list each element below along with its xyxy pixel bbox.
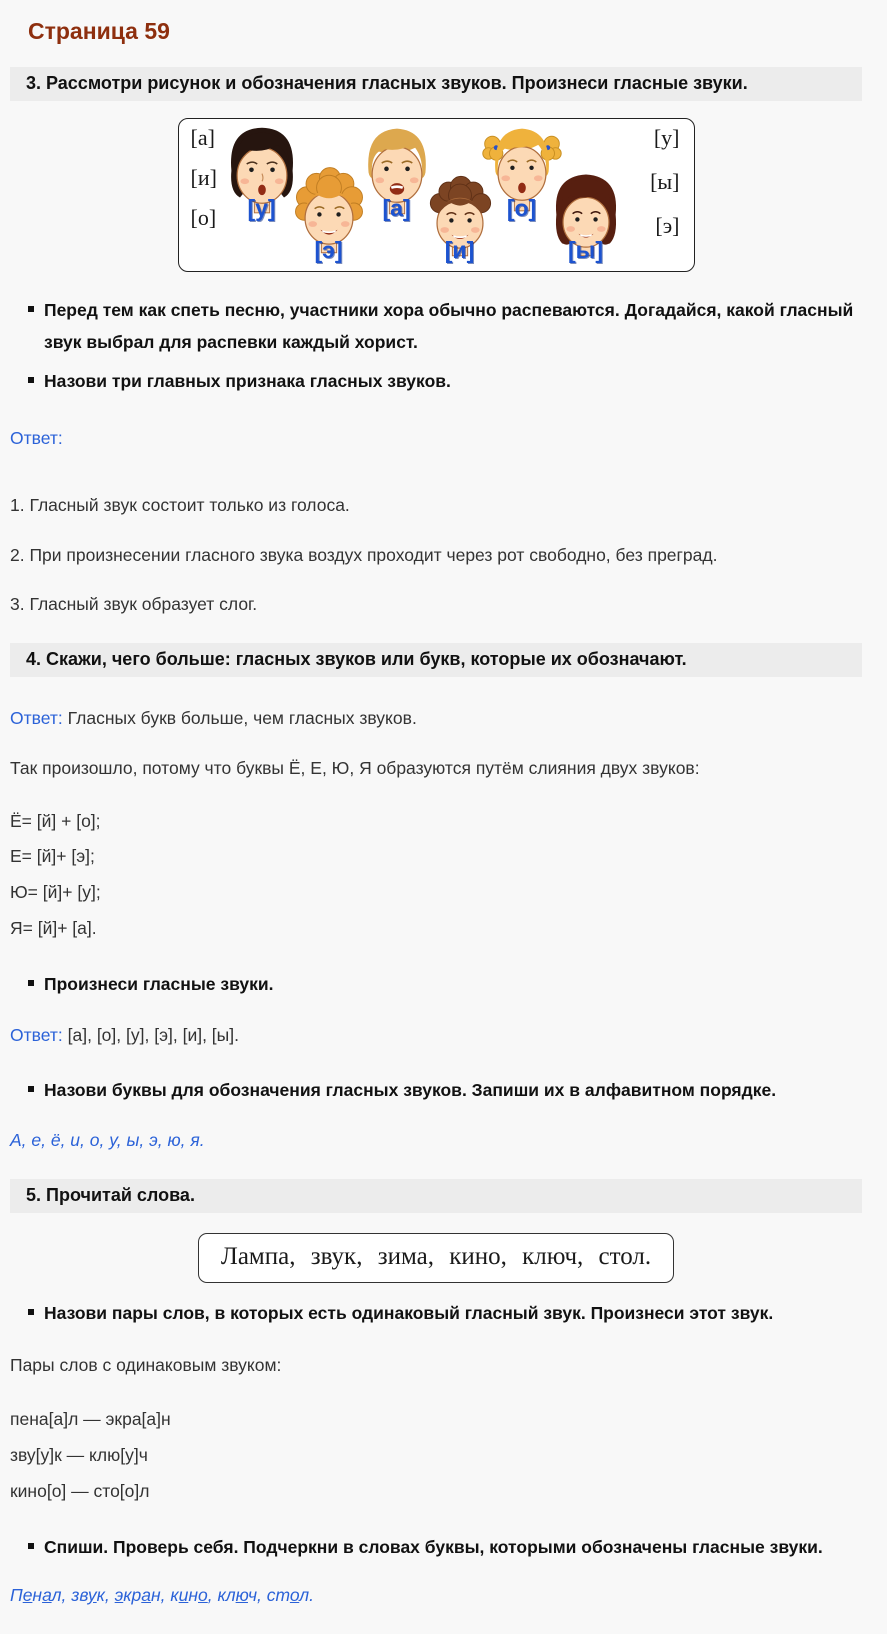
task5-pairs-intro: Пары слов с одинаковым звуком: [10,1354,282,1375]
phon-label-right-y: [ы] [650,169,680,194]
task3-header: 3. Рассмотри рисунок и обозначения гласных звуков. Произнеси гласные звуки. [10,67,862,101]
bullet-square-icon [28,1309,34,1315]
sound-label-i: [и] [444,237,475,263]
bullet-square-icon [28,980,34,986]
sound-label-e: [э] [314,237,343,263]
phon-label-left-a: [а] [190,125,215,150]
task3-bullet-1: Перед тем как спеть песню, участники хора обычно распеваются. Догадайся, какой гласный звук выбрал для распевки каждый хорист. [10,294,862,359]
sound-label-y: [ы] [568,237,603,263]
phon-label-right-e: [э] [655,213,680,238]
vowels-figure-wrap [10,118,862,272]
vowels-figure [178,118,695,272]
phon-label-right-u: [у] [653,125,680,150]
page-title: Страница 59 [28,18,170,44]
task5-pair-1: пена[а]л — экра[а]н [10,1409,171,1430]
task4-formula-ya: Я= [й]+ [а]. [10,917,97,938]
task4-bullet-pronounce: Произнеси гласные звуки. [10,968,862,1000]
sound-label-a: [а] [382,195,411,221]
task5-final-answer: Пенал, звук, экран, кино, ключ, стол. [10,1584,314,1605]
task5-header: 5. Прочитай слова. [10,1179,862,1213]
task4-explanation: Так произошло, потому что буквы Ё, Е, Ю, Я образуются путём слияния двух звуков: [10,757,700,778]
task4-answer-text: Гласных букв больше, чем гласных звуков. [67,708,417,729]
task3-answer-3: 3. Гласный звук образует слог. [10,594,258,615]
task4-answer2-label: Ответ: [10,1025,63,1045]
task5-bullet-copy: Спиши. Проверь себя. Подчеркни в словах буквы, которыми обозначены гласные звуки. [10,1531,862,1563]
task4-letters-answer: А, е, ё, и, о, у, ы, э, ю, я. [10,1130,205,1151]
bullet-square-icon [28,1086,34,1092]
phon-label-left-i: [и] [190,165,217,190]
task4-answer2-line [10,1024,862,1047]
task5-pair-3: кино[о] — сто[о]л [10,1480,150,1501]
task4-header: 4. Скажи, чего больше: гласных звуков или букв, которые их обозначают. [10,643,862,677]
task3-answer-1: 1. Гласный звук состоит только из голоса. [10,494,350,515]
bullet-square-icon [28,377,34,383]
task4-answer-label: Ответ: [10,708,63,729]
task4-answer-line [10,707,862,730]
bullet-square-icon [28,1543,34,1549]
task3-answer-label: Ответ: [10,428,63,449]
task4-formula-ye: Е= [й]+ [э]; [10,846,95,867]
phon-label-left-o: [о] [190,205,217,230]
task4-formula-yo: Ё= [й] + [о]; [10,810,101,831]
task3-answer-2: 2. При произнесении гласного звука воздух проходит через рот свободно, без преград. [10,544,718,565]
words-box-wrap [10,1233,862,1283]
task4-answer2-text: [а], [о], [у], [э], [и], [ы]. [67,1025,239,1045]
task3-bullet-2: Назови три главных признака гласных звуков. [10,365,862,397]
task4-formula-yu: Ю= [й]+ [у]; [10,882,101,903]
task5-pair-2: зву[у]к — клю[у]ч [10,1445,148,1465]
bullet-square-icon [28,306,34,312]
task4-bullet-letters: Назови буквы для обозначения гласных звуков. Запиши их в алфавитном порядке. [10,1074,862,1106]
sound-label-u: [у] [247,195,276,221]
sound-label-o: [о] [506,195,537,221]
task5-bullet-pairs: Назови пары слов, в которых есть одинаковый гласный звук. Произнеси этот звук. [10,1297,862,1329]
words-box: Лампа, звук, зима, кино, ключ, стол. [198,1233,674,1283]
